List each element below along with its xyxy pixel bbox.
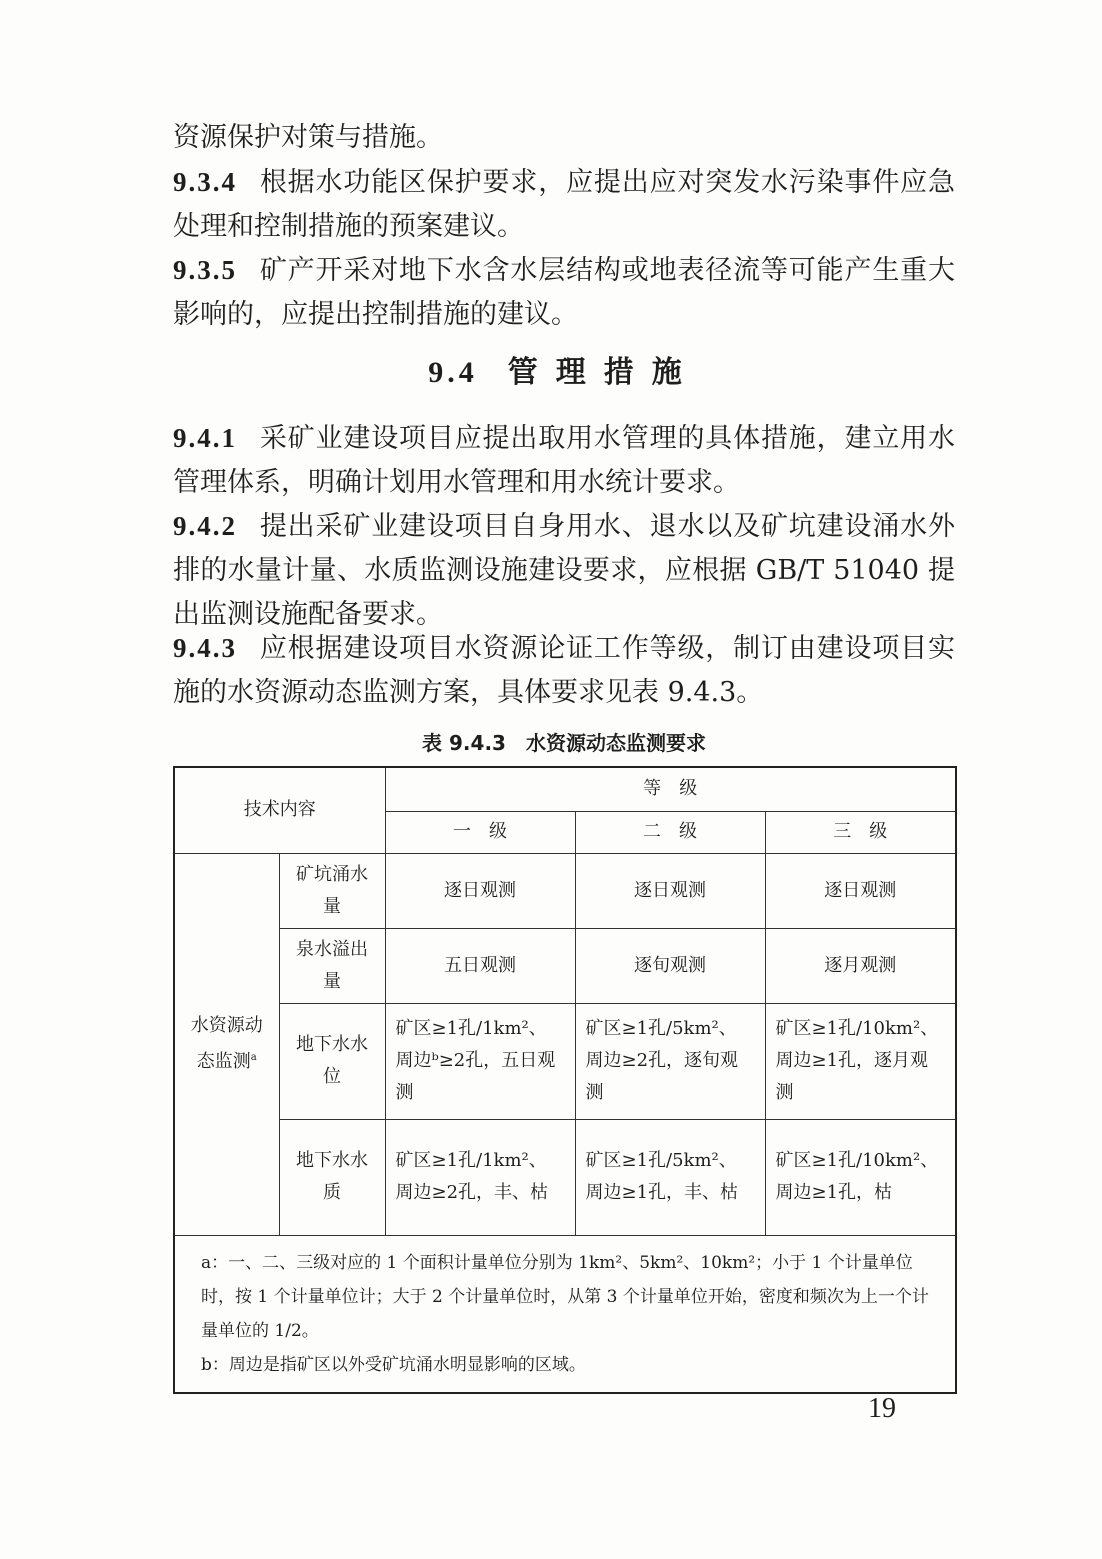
table-cell: 逐日观测 xyxy=(765,853,956,928)
table-cell: 矿区≥1孔/1km²、周边ᵇ≥2孔，五日观测 xyxy=(385,1003,575,1119)
clause-text: 提出采矿业建设项目自身用水、退水以及矿坑建设涌水外排的水量计量、水质监测设施建设要求，应根据 GB/T 51040 提出监测设施配备要求。 xyxy=(173,511,955,630)
table-cell: 逐月观测 xyxy=(765,928,956,1003)
clause-9-4-2 xyxy=(173,504,955,637)
table-row xyxy=(174,853,956,928)
clause-number: 9.4.3 xyxy=(173,633,237,663)
clause-text: 应根据建设项目水资源论证工作等级，制订由建设项目实施的水资源动态监测方案，具体要求见表 9.4.3。 xyxy=(173,633,955,708)
section-heading xyxy=(173,348,955,398)
clause-9-3-5 xyxy=(173,248,955,337)
table-row xyxy=(174,1003,956,1119)
note-b: b：周边是指矿区以外受矿坑涌水明显影响的区域。 xyxy=(201,1354,586,1375)
header-tech-content: 技术内容 xyxy=(174,767,385,853)
note-a: a：一、二、三级对应的 1 个面积计量单位分别为 1km²、5km²、10km²；小于 1 个计量单位时，按 1 个计量单位计；大于 2 个计量单位时，从第 3 个计量单位开始，密度和频次为上一个计量单位的 1/2。 xyxy=(201,1252,929,1341)
table-cell: 逐日观测 xyxy=(575,853,765,928)
clause-text: 采矿业建设项目应提出取用水管理的具体措施，建立用水管理体系，明确计划用水管理和用水统计要求。 xyxy=(173,423,955,498)
row-item: 地下水水质 xyxy=(279,1119,385,1235)
clause-text: 根据水功能区保护要求，应提出应对突发水污染事件应急处理和控制措施的预案建议。 xyxy=(173,167,955,242)
intro-paragraph: 资源保护对策与措施。 xyxy=(173,122,443,153)
clause-9-4-3 xyxy=(173,626,955,715)
clause-9-3-4 xyxy=(173,160,955,249)
group-label-cell xyxy=(174,853,279,1235)
table-cell: 矿区≥1孔/5km²、周边≥1孔，丰、枯 xyxy=(575,1119,765,1235)
clause-number: 9.3.4 xyxy=(173,167,237,197)
table-row xyxy=(174,1119,956,1235)
monitoring-requirements-table xyxy=(173,766,957,1394)
table-cell: 逐旬观测 xyxy=(575,928,765,1003)
section-number: 9.4 xyxy=(428,356,478,389)
table-row xyxy=(174,928,956,1003)
page-number: 19 xyxy=(868,1393,896,1424)
clause-number: 9.4.1 xyxy=(173,423,237,453)
row-item: 地下水水位 xyxy=(279,1003,385,1119)
clause-text: 矿产开采对地下水含水层结构或地表径流等可能产生重大影响的，应提出控制措施的建议。 xyxy=(173,255,955,330)
clause-9-4-1 xyxy=(173,416,955,505)
row-item: 泉水溢出量 xyxy=(279,928,385,1003)
table-header-row xyxy=(174,767,956,811)
table-caption: 表 9.4.3 水资源动态监测要求 xyxy=(422,731,706,755)
clause-number: 9.3.5 xyxy=(173,255,237,285)
group-label: 水资源动态监测 xyxy=(190,1015,263,1072)
row-item: 矿坑涌水量 xyxy=(279,853,385,928)
header-level-2: 二 级 xyxy=(575,811,765,853)
table-cell: 矿区≥1孔/10km²、周边≥1孔，逐月观测 xyxy=(765,1003,956,1119)
header-grade: 等 级 xyxy=(385,767,956,811)
table-notes xyxy=(174,1235,956,1393)
table-cell: 逐日观测 xyxy=(385,853,575,928)
table-cell: 矿区≥1孔/10km²、周边≥1孔，枯 xyxy=(765,1119,956,1235)
table-cell: 矿区≥1孔/1km²、周边≥2孔，丰、枯 xyxy=(385,1119,575,1235)
table-cell: 五日观测 xyxy=(385,928,575,1003)
table-notes-row xyxy=(174,1235,956,1393)
header-level-1: 一 级 xyxy=(385,811,575,853)
section-title: 管理措施 xyxy=(507,355,700,390)
header-level-3: 三 级 xyxy=(765,811,956,853)
table-cell: 矿区≥1孔/5km²、周边≥2孔，逐旬观测 xyxy=(575,1003,765,1119)
clause-number: 9.4.2 xyxy=(173,511,237,541)
group-footnote-mark: a xyxy=(250,1052,257,1063)
